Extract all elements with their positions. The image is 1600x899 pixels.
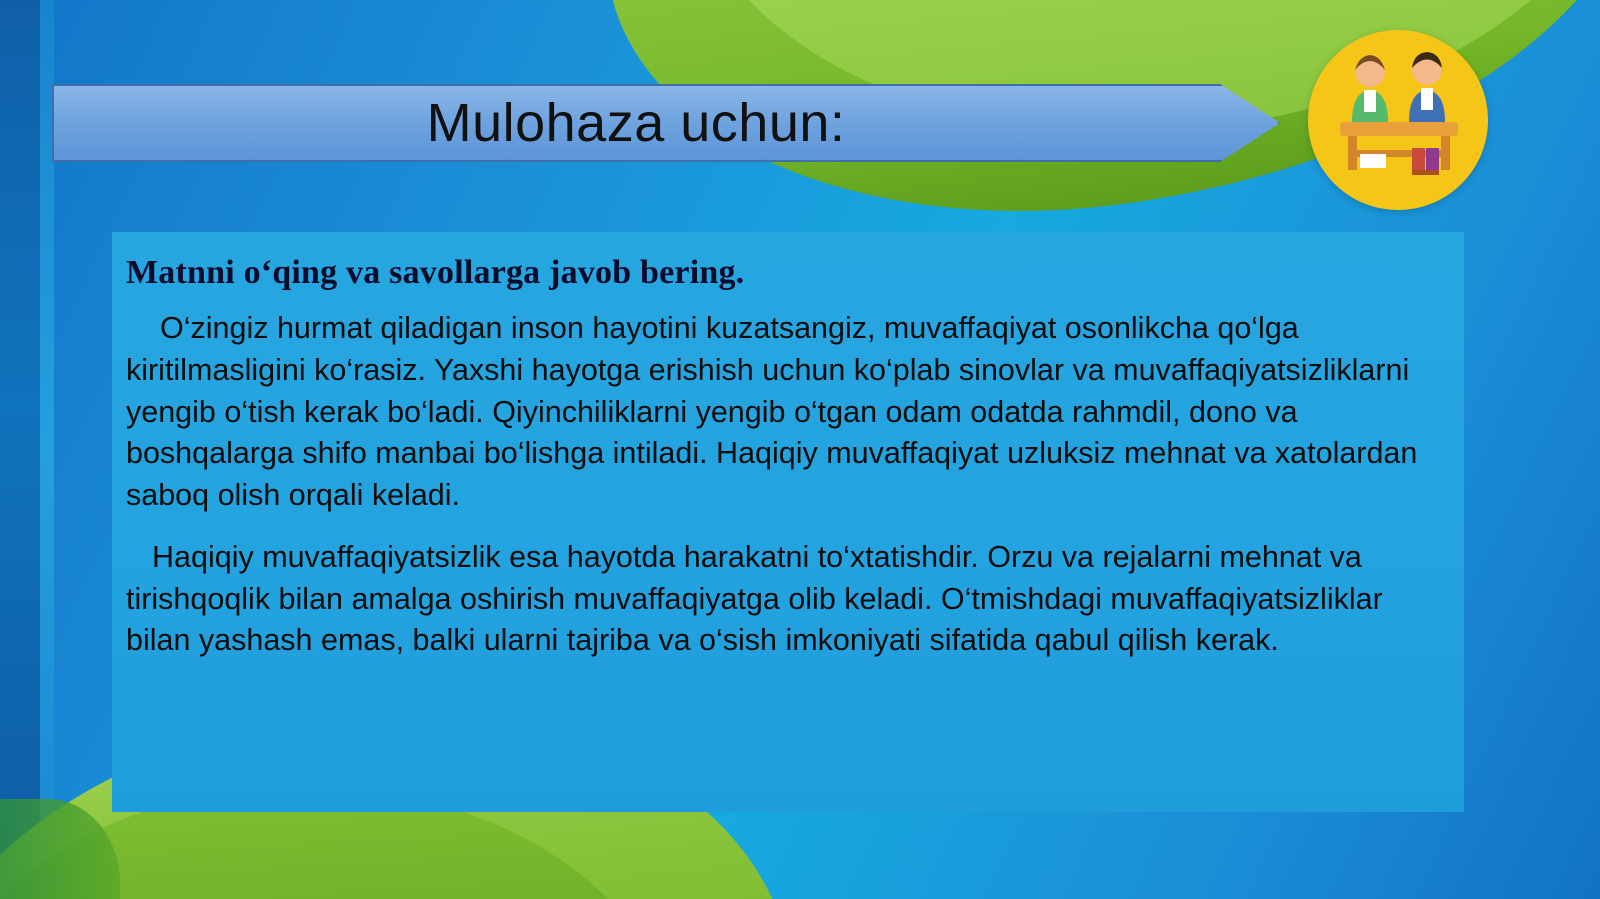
slide-title: Mulohaza uchun: xyxy=(426,93,846,153)
content-inner xyxy=(112,232,1464,686)
students-at-desk-icon xyxy=(1308,30,1488,210)
title-banner xyxy=(52,84,1280,162)
content-panel xyxy=(112,232,1464,812)
task-heading: Matnni o‘qing va savollarga javob bering. xyxy=(126,254,745,291)
body-paragraph-1: O‘zingiz hurmat qiladigan inson hayotini kuzatsangiz, muvaffaqiyat osonlikcha qo‘lga kiritilmasligini ko‘rasiz. Yaxshi hayotga erishish uchun ko‘plab sinovlar va muvaffaqiyatsizliklarni yengib o‘tish kerak bo‘ladi. Qiyinchiliklarni yengib o‘tgan odam odatda rahmdil, dono va boshqalarga shifo manbai bo‘lishga intiladi. Haqiqiy muvaffaqiyat uzluksiz mehnat va xatolardan saboq olish orqali keladi. xyxy=(126,311,1418,513)
left-accent-band xyxy=(0,0,40,899)
body-paragraph-2: Haqiqiy muvaffaqiyatsizlik esa hayotda harakatni to‘xtatishdir. Orzu va rejalarni mehnat va tirishqoqlik bilan amalga oshirish muvaffaqiyatga olib keladi. O‘tmishdagi muvaffaqiyatsizliklar bilan yashash emas, balki ularni tajriba va o‘sish imkoniyati sifatida qabul qilish kerak. xyxy=(126,539,1383,658)
